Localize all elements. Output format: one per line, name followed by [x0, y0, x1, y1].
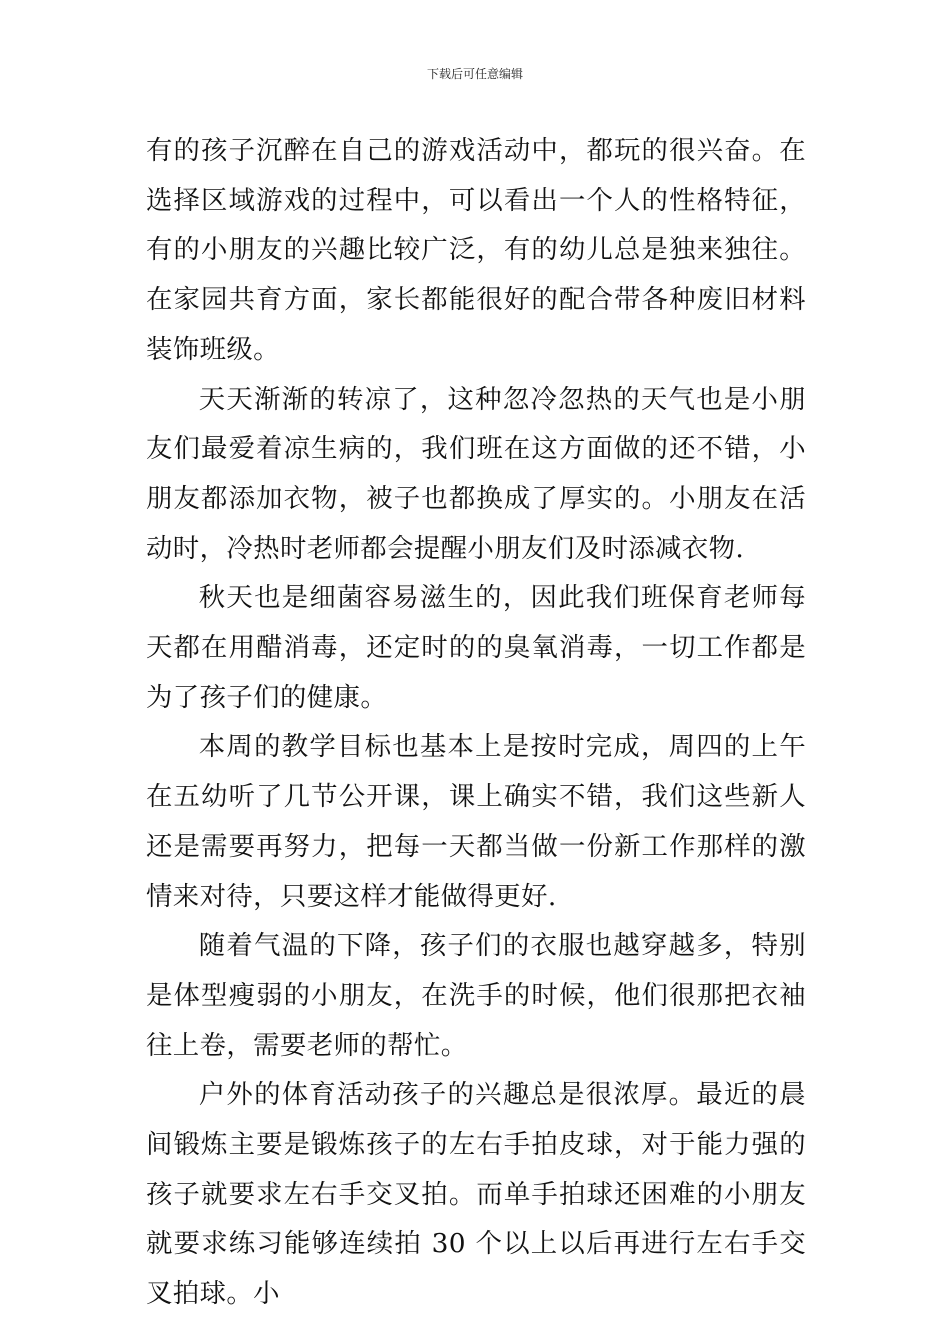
paragraph-2: 天天渐渐的转凉了，这种忽冷忽热的天气也是小朋友们最爱着凉生病的，我们班在这方面做的还不错，小朋友都添加衣物，被子也都换成了厚实的。小朋友在活动时，冷热时老师都会提醒小朋友们及时添减衣物. [146, 383, 806, 564]
paragraph-5: 随着气温的下降，孩子们的衣服也越穿越多，特别是体型瘦弱的小朋友，在洗手的时候，他们很那把衣袖往上卷，需要老师的帮忙。 [146, 930, 806, 1061]
paragraph-1: 有的孩子沉醉在自己的游戏活动中，都玩的很兴奋。在选择区域游戏的过程中，可以看出一个人的性格特征，有的小朋友的兴趣比较广泛，有的幼儿总是独来独往。在家园共育方面，家长都能很好的配合带各种废旧材料装饰班级。 [146, 135, 806, 365]
document-body [146, 126, 806, 1319]
paragraph-6: 户外的体育活动孩子的兴趣总是很浓厚。最近的晨间锻炼主要是锻炼孩子的左右手拍皮球，对于能力强的孩子就要求左右手交叉拍。而单手拍球还困难的小朋友就要求练习能够连续拍 30 个以上以后再进行左右手交叉拍球。小 [146, 1079, 806, 1310]
page-header-note: 下载后可任意编辑 [426, 67, 523, 81]
paragraph-3: 秋天也是细菌容易滋生的，因此我们班保育老师每天都在用醋消毒，还定时的的臭氧消毒，一切工作都是为了孩子们的健康。 [146, 582, 806, 713]
paragraph-4: 本周的教学目标也基本上是按时完成，周四的上午在五幼听了几节公开课，课上确实不错，我们这些新人还是需要再努力，把每一天都当做一份新工作那样的激情来对待，只要这样才能做得更好. [146, 731, 806, 912]
